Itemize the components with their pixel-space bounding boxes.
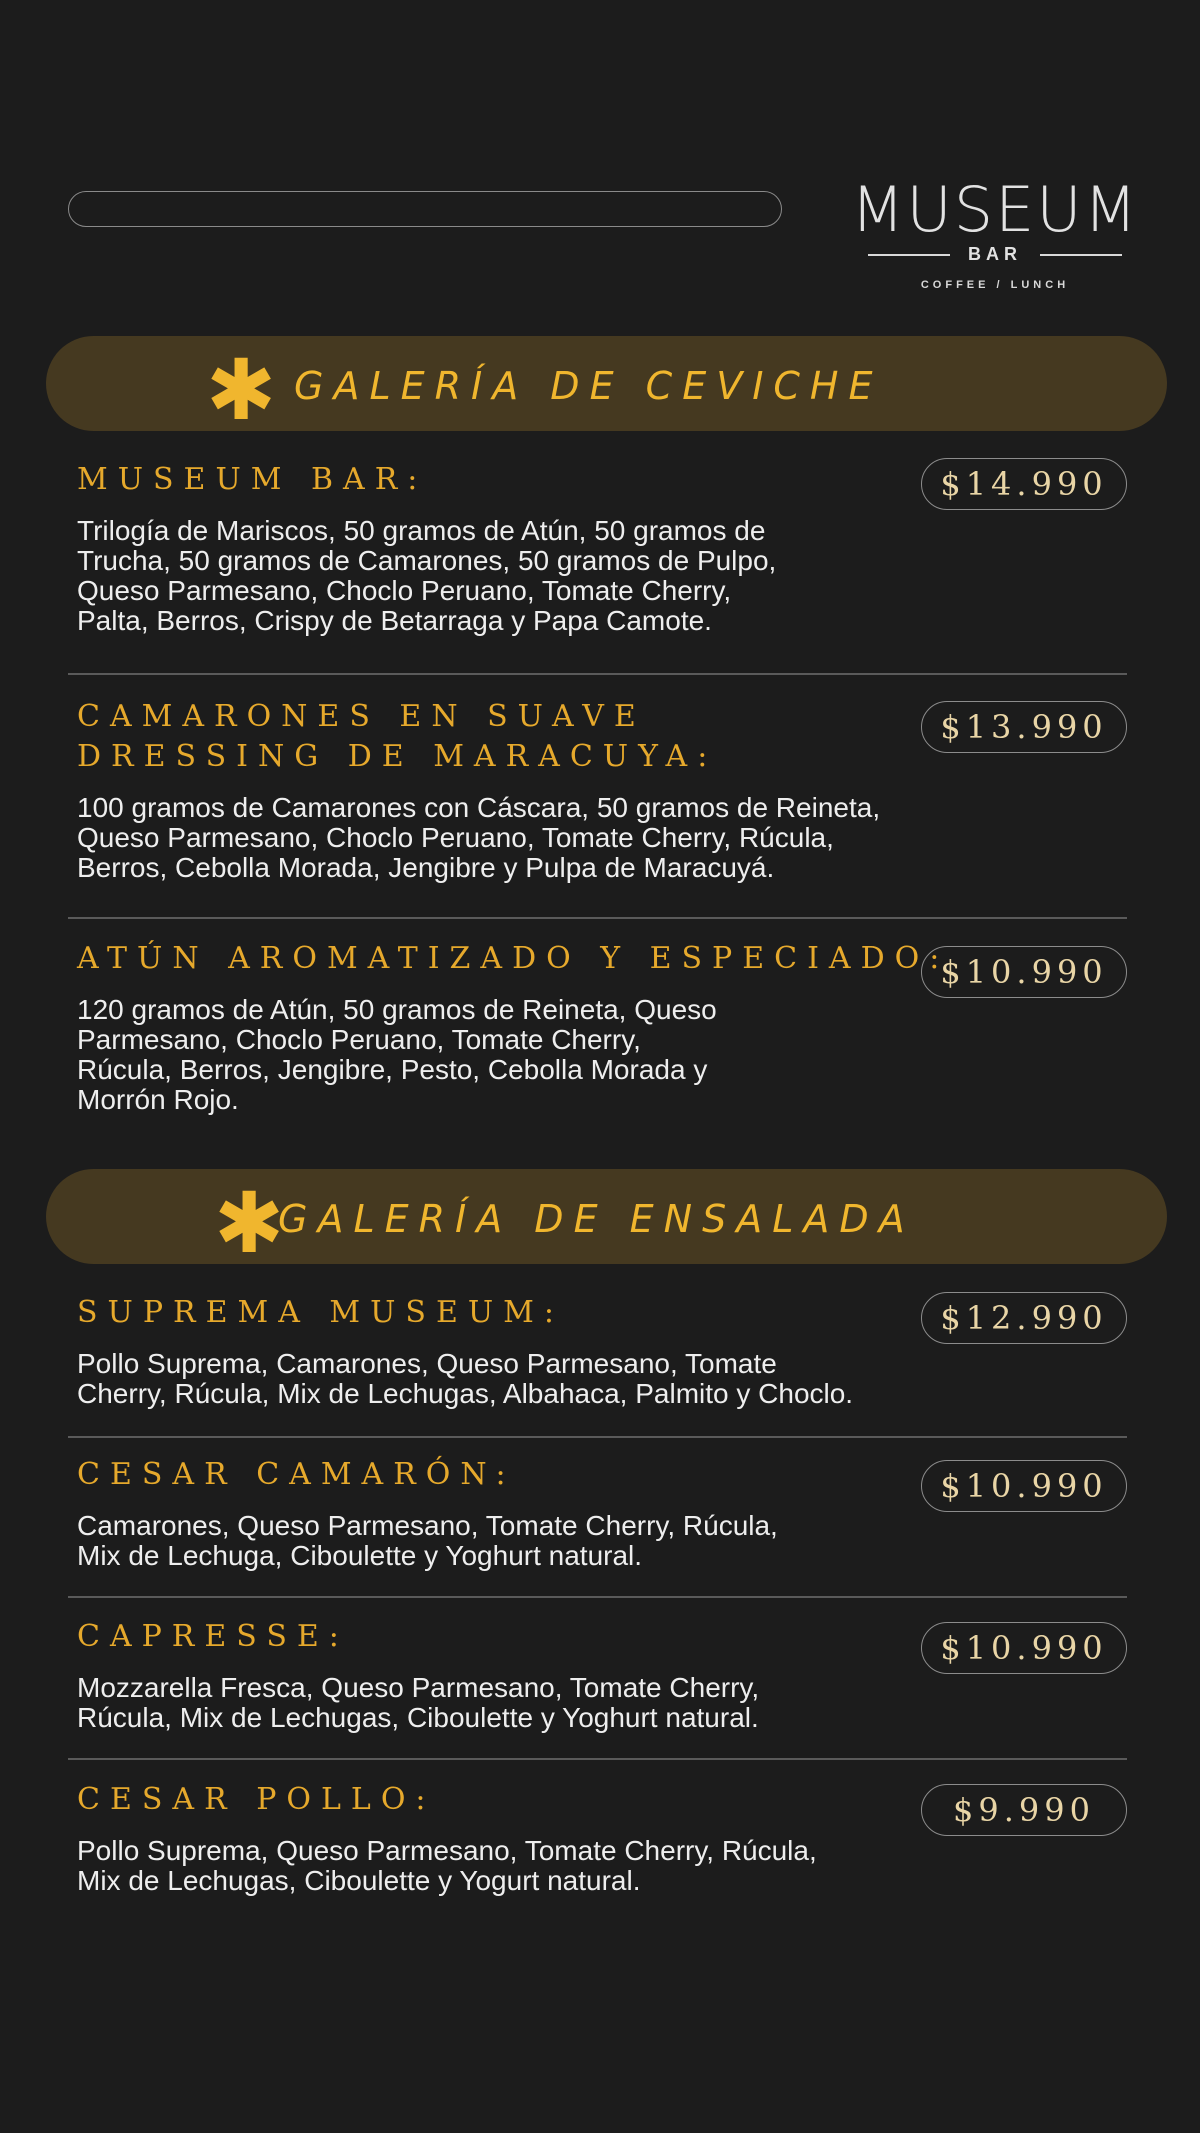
desc-line: Mozzarella Fresca, Queso Parmesano, Tomate Cherry, [77,1672,760,1703]
price-tag: $14.990 [921,458,1127,510]
logo-rule-right [1040,254,1122,256]
asterisk-icon: ✱ [206,341,277,439]
item-description [77,1511,957,1571]
divider [68,1596,1127,1598]
item-name: ATÚN AROMATIZADO Y ESPECIADO: [77,941,950,976]
desc-line: Rúcula, Mix de Lechugas, Ciboulette y Yoghurt natural. [77,1702,759,1733]
desc-line: 100 gramos de Camarones con Cáscara, 50 gramos de Reineta, [77,792,881,823]
desc-line: Palta, Berros, Crispy de Betarraga y Papa Camote. [77,605,712,636]
section-header-ensalada [46,1169,1167,1272]
desc-line: Queso Parmesano, Choclo Peruano, Tomate Cherry, Rúcula, [77,822,834,853]
item-description [77,995,957,1115]
name-line: CAMARONES EN SUAVE [77,699,646,734]
item-name: CESAR CAMARÓN: [77,1457,516,1492]
desc-line: Pollo Suprema, Camarones, Queso Parmesano, Tomate [77,1348,777,1379]
desc-line: Mix de Lechuga, Ciboulette y Yoghurt natural. [77,1540,643,1571]
desc-line: Mix de Lechugas, Ciboulette y Yogurt natural. [77,1865,641,1896]
item-name: SUPREMA MUSEUM: [77,1295,564,1330]
brand-name: MUSEUM [850,173,1140,246]
brand-sub: BAR [968,244,1022,264]
price-tag: $10.990 [921,1622,1127,1674]
desc-line: Trilogía de Mariscos, 50 gramos de Atún, 50 gramos de [77,515,766,546]
desc-line: Morrón Rojo. [77,1084,239,1115]
price-tag: $13.990 [921,701,1127,753]
price-tag: $10.990 [921,1460,1127,1512]
desc-line: Camarones, Queso Parmesano, Tomate Cherry, Rúcula, [77,1510,778,1541]
item-description [77,1673,957,1733]
divider [68,673,1127,675]
search-bar[interactable] [68,191,782,227]
item-name: CAPRESSE: [77,1619,349,1654]
divider [68,917,1127,919]
section-title: GALERÍA DE ENSALADA [278,1197,915,1241]
section-header-ceviche [46,336,1167,439]
brand-sub-row [820,244,1170,265]
desc-line: Queso Parmesano, Choclo Peruano, Tomate Cherry, [77,575,732,606]
item-name: MUSEUM BAR: [77,462,428,497]
desc-line: Cherry, Rúcula, Mix de Lechugas, Albahaca, Palmito y Choclo. [77,1378,854,1409]
divider [68,1436,1127,1438]
price-tag: $12.990 [921,1292,1127,1344]
section-title: GALERÍA DE CEVICHE [294,364,883,408]
brand-logo [820,173,1170,303]
price-tag: $9.990 [921,1784,1127,1836]
desc-line: 120 gramos de Atún, 50 gramos de Reineta, Queso [77,994,717,1025]
price-tag: $10.990 [921,946,1127,998]
item-description [77,516,957,636]
desc-line: Berros, Cebolla Morada, Jengibre y Pulpa de Maracuyá. [77,852,775,883]
desc-line: Trucha, 50 gramos de Camarones, 50 gramos de Pulpo, [77,545,777,576]
asterisk-icon: ✱ [214,1174,285,1272]
desc-line: Parmesano, Choclo Peruano, Tomate Cherry, [77,1024,641,1055]
item-description [77,1349,1077,1409]
item-description [77,793,957,883]
desc-line: Rúcula, Berros, Jengibre, Pesto, Cebolla Morada y [77,1054,708,1085]
brand-tagline: COFFEE / LUNCH [920,279,1070,291]
item-name: CESAR POLLO: [77,1782,436,1817]
name-line: DRESSING DE MARACUYA: [77,739,718,774]
item-description [77,1836,957,1896]
logo-rule-left [868,254,950,256]
divider [68,1758,1127,1760]
desc-line: Pollo Suprema, Queso Parmesano, Tomate Cherry, Rúcula, [77,1835,817,1866]
